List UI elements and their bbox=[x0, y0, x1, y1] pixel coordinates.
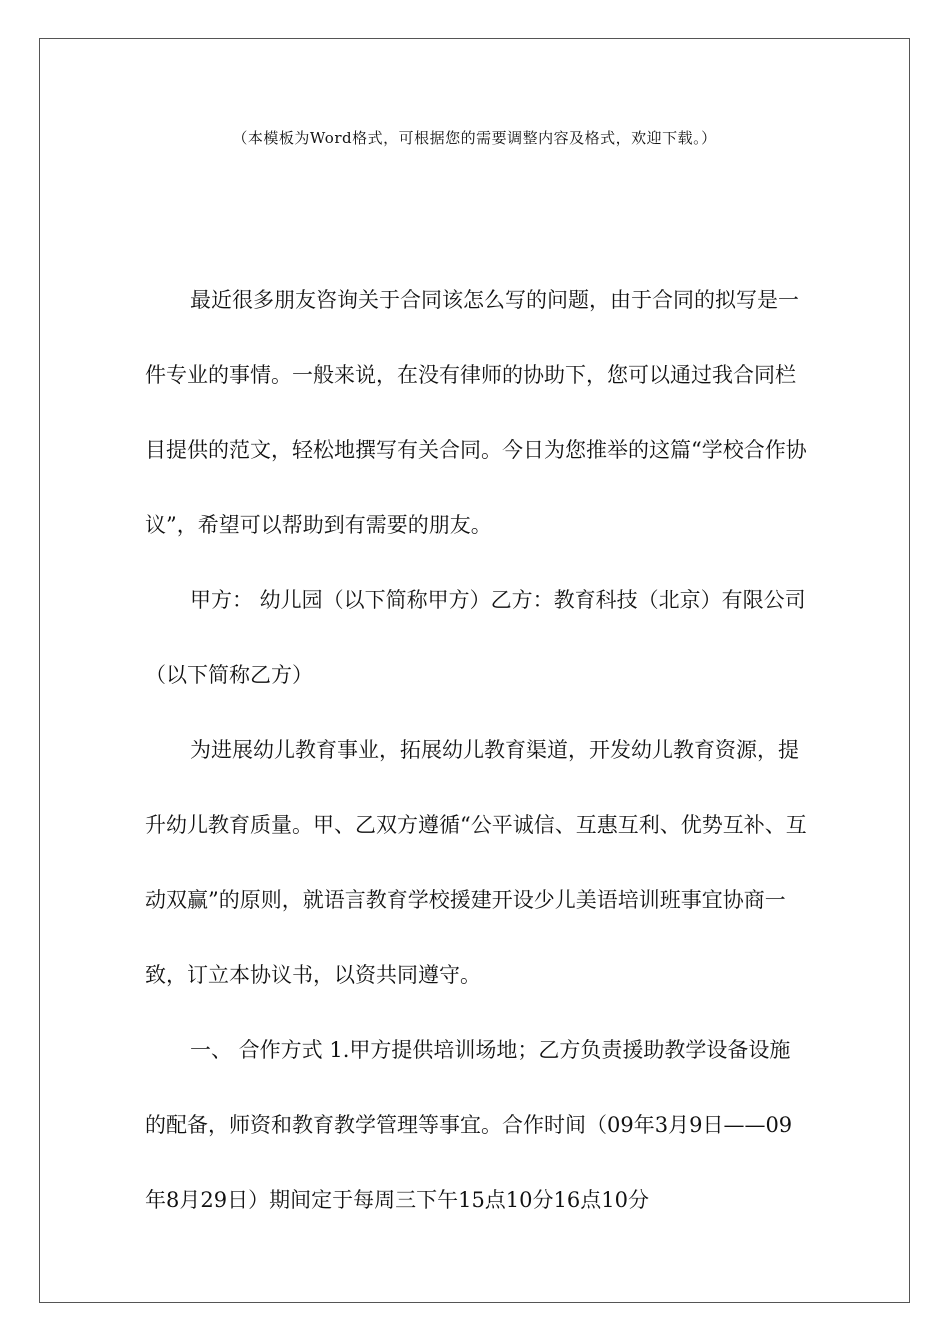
parties-paragraph: 甲方： 幼儿园（以下简称甲方）乙方：教育科技（北京）有限公司（以下简称乙方） bbox=[145, 588, 806, 687]
purpose-paragraph: 为进展幼儿教育事业，拓展幼儿教育渠道，开发幼儿教育资源，提升幼儿教育质量。甲、乙双方遵循“公平诚信、互惠互利、优势互补、互动双赢”的原则，就语言教育学校援建开设少儿美语培训班事宜协商一致，订立本协议书，以资共同遵守。 bbox=[145, 738, 807, 987]
document-body bbox=[145, 263, 810, 1238]
intro-paragraph: 最近很多朋友咨询关于合同该怎么写的问题，由于合同的拟写是一件专业的事情。一般来说，在没有律师的协助下，您可以通过我合同栏目提供的范文，轻松地撰写有关合同。今日为您推举的这篇“学校合作协议”，希望可以帮助到有需要的朋友。 bbox=[145, 288, 807, 537]
cooperation-paragraph: 一、 合作方式 1.甲方提供培训场地；乙方负责援助教学设备设施的配备，师资和教育教学管理等事宜。合作时间（09年3月9日——09年8月29日）期间定于每周三下午15点10分16点10分 bbox=[145, 1038, 793, 1212]
template-notice: （本模板为Word格式，可根据您的需要调整内容及格式，欢迎下载。） bbox=[232, 129, 717, 147]
